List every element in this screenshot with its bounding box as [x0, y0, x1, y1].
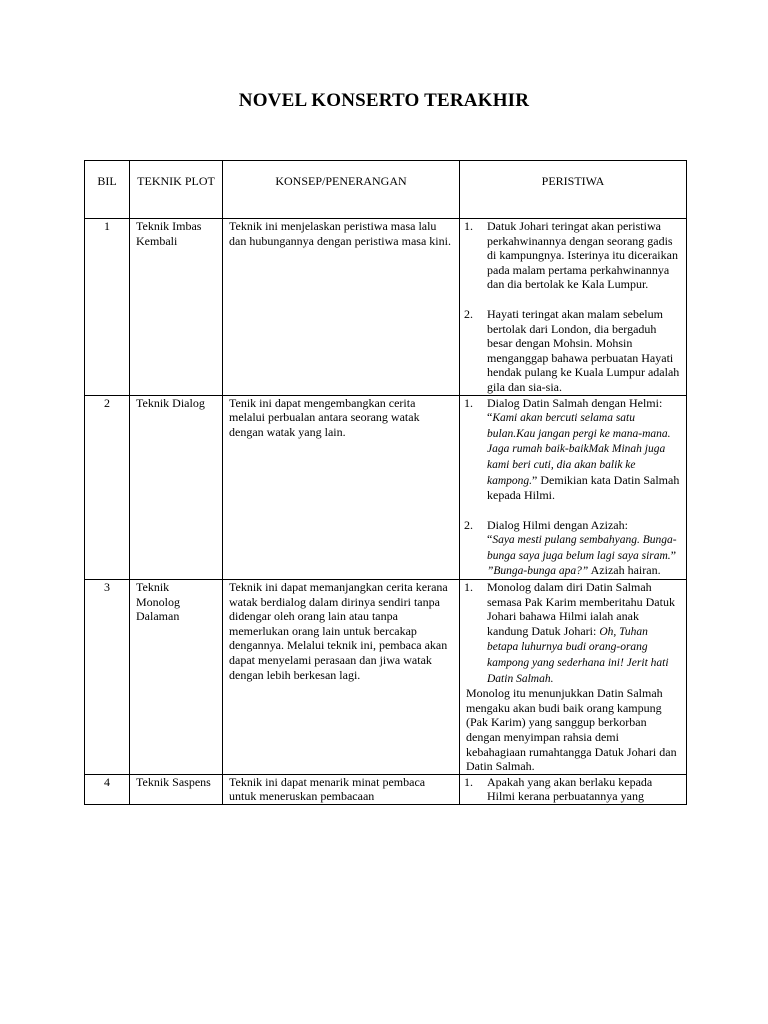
list-number: 1.: [464, 580, 473, 595]
list-number: 1.: [464, 395, 473, 410]
technique-description: Teknik ini dapat menarik minat pembaca untuk meneruskan pembacaan: [223, 774, 460, 804]
event-list-cell: [460, 219, 687, 396]
list-item: [466, 219, 680, 292]
technique-name: Teknik Saspens: [130, 774, 223, 804]
row-number: 3: [85, 580, 130, 775]
event-list: [466, 580, 680, 686]
technique-name: Teknik Dialog: [130, 395, 223, 580]
technique-name: Teknik Imbas Kembali: [130, 219, 223, 396]
header-konsep: KONSEP/PENERANGAN: [223, 161, 460, 219]
event-closing: ” Demikian kata Datin Salmah kepada Hilmi.: [487, 472, 680, 503]
event-text: Apakah yang akan berlaku kepada Hilmi kerana perbuatannya yang: [487, 774, 653, 804]
event-text: Hayati teringat akan malam sebelum bertolak dari London, dia bergaduh besar dengan Mohsin. Mohsin menganggap bahawa perbuatan Hayati hendak pulang ke Kuala Lumpur adalah gila dan sia-sia.: [487, 306, 680, 394]
plot-technique-table: [84, 160, 687, 805]
row-number: 1: [85, 219, 130, 396]
dialog-quote: ”Bunga-bunga apa?”: [487, 565, 589, 578]
open-quote: “: [487, 410, 493, 425]
header-teknik-plot: TEKNIK PLOT: [130, 161, 223, 219]
dialog-quote: Kami akan bercuti selama satu bulan.Kau jangan pergi ke mana-mana. Jaga rumah baik-baikMak Minah juga kami beri cuti, dia akan balik ke kampong.: [487, 412, 671, 487]
event-list: [466, 396, 680, 580]
list-number: 1.: [464, 774, 473, 789]
close-quote: ”: [670, 547, 677, 562]
event-text: Datuk Johari teringat akan peristiwa perkahwinannya dengan seorang gadis di kampungnya. Isterinya itu diceraikan pada malam pertama perkahwinannya dan dia bertolak ke Kala Lumpur.: [487, 219, 678, 292]
technique-name: Teknik Monolog Dalaman: [130, 580, 223, 775]
row-number: 2: [85, 395, 130, 580]
event-intro: Dialog Datin Salmah dengan Helmi:: [487, 395, 663, 410]
header-bil: BIL: [85, 161, 130, 219]
technique-description: Teknik ini dapat memanjangkan cerita kerana watak berdialog dalam dirinya sendiri tanpa didengar oleh orang lain atau tanpa memerlukan orang lain untuk bercakap dengannya. Melalui teknik ini, pembaca akan dapat menyelami perasaan dan jiwa watak dengan lebih berkesan lagi.: [223, 580, 460, 775]
list-item: [466, 396, 680, 503]
dialog-quote: Saya mesti pulang sembahyang. Bunga-bunga saya juga belum lagi saya siram.: [487, 534, 677, 562]
table-row: [85, 219, 687, 396]
technique-description: Teknik ini menjelaskan peristiwa masa lalu dan hubungannya dengan peristiwa masa kini.: [223, 219, 460, 396]
table-row: [85, 774, 687, 804]
header-peristiwa: PERISTIWA: [460, 161, 687, 219]
list-item: [466, 518, 680, 579]
event-explanation: Monolog itu menunjukkan Datin Salmah mengaku akan budi baik orang kampung (Pak Karim) yang sanggup berkorban dengan menyimpan rahsia demi kebahagiaan rumahtangga Datuk Johari dan Datin Salmah.: [466, 686, 677, 774]
event-closing: Azizah hairan.: [588, 563, 661, 578]
table-row: [85, 395, 687, 580]
event-list-cell: [460, 580, 687, 775]
event-intro: Monolog dalam diri Datin Salmah semasa Pak Karim memberitahu Datuk Johari bahawa Hilmi ialah anak kandung Datuk Johari:: [487, 580, 675, 638]
list-number: 2.: [464, 517, 473, 532]
open-quote: “: [487, 532, 493, 547]
list-number: 1.: [464, 219, 473, 233]
list-number: 2.: [464, 306, 473, 321]
event-list: [466, 775, 680, 804]
list-item: [466, 580, 680, 686]
monolog-quote: Oh, Tuhan betapa luhurnya budi orang-orang kampong yang sederhana ini! Jerit hati Datin Salmah.: [487, 625, 669, 685]
table-row: [85, 580, 687, 775]
event-intro: Dialog Hilmi dengan Azizah:: [487, 517, 628, 532]
event-list: [466, 219, 680, 395]
document-title: NOVEL KONSERTO TERAKHIR: [238, 90, 530, 111]
list-item: [466, 307, 680, 395]
event-list-cell: [460, 395, 687, 580]
list-item: [466, 775, 680, 804]
technique-description: Tenik ini dapat mengembangkan cerita melalui perbualan antara seorang watak dengan watak yang lain.: [223, 395, 460, 580]
table-header-row: [85, 161, 687, 219]
event-list-cell: [460, 774, 687, 804]
row-number: 4: [85, 774, 130, 804]
